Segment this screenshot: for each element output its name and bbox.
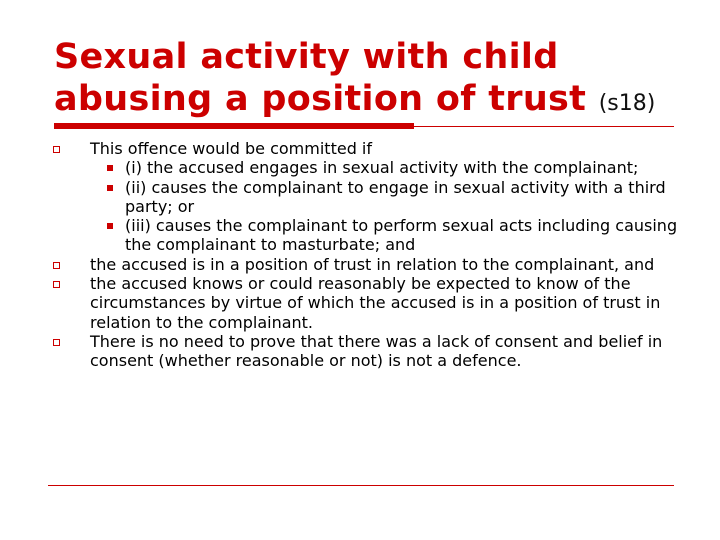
sub-bullet-2 — [90, 178, 680, 217]
slide-title-main: Sexual activity with child abusing a position of trust — [54, 37, 587, 119]
hollow-square-icon — [53, 281, 60, 288]
hollow-square-icon — [53, 262, 60, 269]
filled-square-icon — [107, 185, 113, 191]
bullet-3 — [90, 274, 680, 332]
sub-bullet-1 — [90, 158, 680, 177]
sub-bullet-3-text: (iii) causes the complainant to perform sexual acts including causing the complainant to masturbate; and — [125, 216, 678, 255]
sub-bullet-2-text: (ii) causes the complainant to engage in sexual activity with a third party; or — [125, 177, 666, 216]
filled-square-icon — [107, 223, 113, 229]
title-underline-thick — [54, 123, 414, 129]
sub-bullet-3 — [90, 216, 680, 255]
bullet-4 — [90, 332, 680, 371]
bullet-2 — [90, 255, 680, 274]
hollow-square-icon — [53, 339, 60, 346]
slide-title — [54, 36, 694, 125]
bullet-4-text: There is no need to prove that there was a lack of consent and belief in consent (whether reasonable or not) is not a defence. — [90, 331, 663, 371]
footer-rule — [48, 485, 674, 486]
bullet-1 — [90, 139, 680, 158]
hollow-square-icon — [53, 146, 60, 153]
sub-bullet-1-text: (i) the accused engages in sexual activity with the complainant; — [125, 158, 639, 178]
title-underline-thin — [414, 126, 674, 127]
slide-body — [90, 139, 680, 371]
filled-square-icon — [107, 165, 113, 171]
bullet-3-text: the accused knows or could reasonably be expected to know of the circumstances by virtue of which the accused is in a position of trust in relation to the complainant. — [90, 274, 661, 332]
bullet-1-text: This offence would be committed if — [90, 139, 373, 158]
bullet-2-text: the accused is in a position of trust in relation to the complainant, and — [90, 254, 655, 274]
slide-title-suffix: (s18) — [598, 91, 656, 116]
